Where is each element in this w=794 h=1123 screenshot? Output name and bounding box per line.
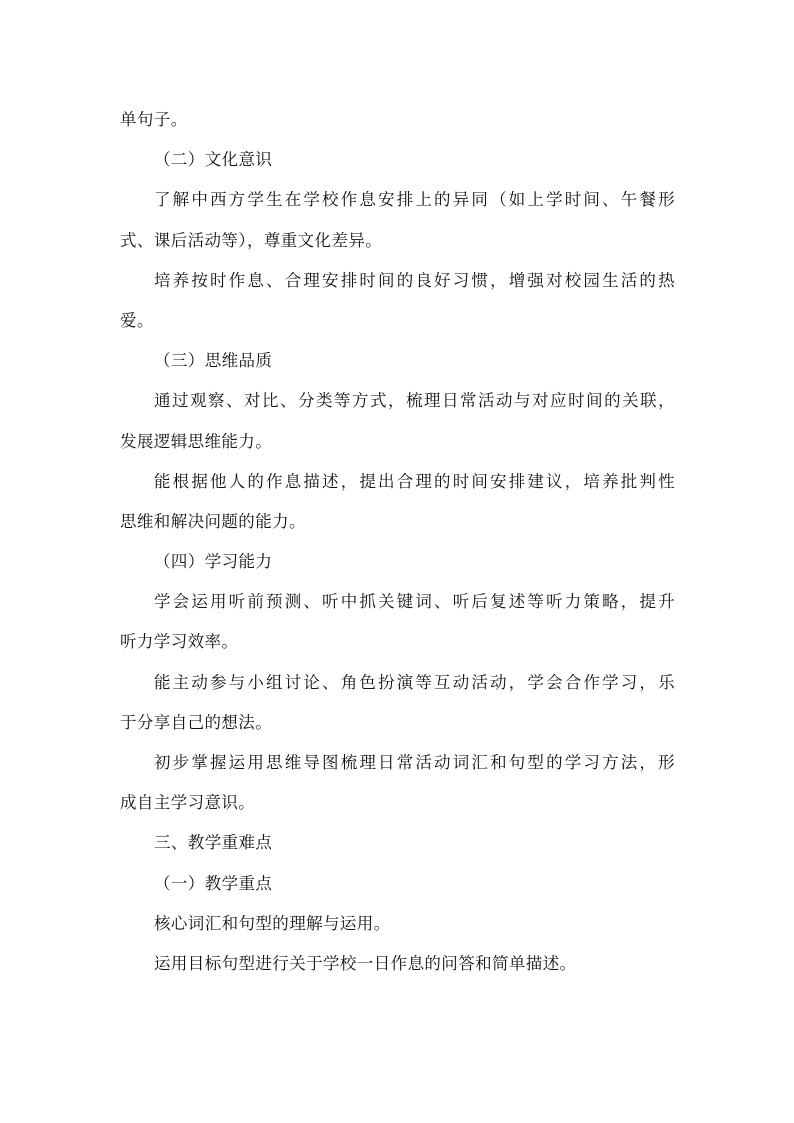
- text-line: 了解中西方学生在学校作息安排上的异同（如上学时间、午餐形: [154, 190, 675, 210]
- text-line: 听力学习效率。: [120, 632, 239, 652]
- text-line: 学会运用听前预测、听中抓关键词、听后复述等听力策略，提升: [154, 592, 675, 612]
- text-line: 通过观察、对比、分类等方式，梳理日常活动与对应时间的关联，: [154, 391, 675, 411]
- text-line: 初步掌握运用思维导图梳理日常活动词汇和句型的学习方法，形: [154, 753, 675, 772]
- text-line: 思维和解决问题的能力。: [120, 511, 306, 531]
- section-heading: （一）教学重点: [154, 873, 273, 893]
- text-line: 成自主学习意识。: [120, 793, 256, 813]
- section-heading: （四）学习能力: [154, 552, 273, 572]
- section-heading: （三）思维品质: [154, 351, 273, 371]
- text-line: 爱。: [120, 310, 154, 330]
- text-line: 单句子。: [120, 110, 188, 129]
- text-line: 于分享自己的想法。: [120, 712, 273, 732]
- text-line: 核心词汇和句型的理解与运用。: [154, 913, 391, 933]
- text-line: 能根据他人的作息描述，提出合理的时间安排建议，培养批判性: [154, 471, 675, 491]
- text-line: 式、课后活动等），尊重文化差异。: [120, 230, 383, 250]
- text-line: 发展逻辑思维能力。: [120, 431, 273, 451]
- text-line: 培养按时作息、合理安排时间的良好习惯，增强对校园生活的热: [154, 270, 675, 290]
- text-line: 能主动参与小组讨论、角色扮演等互动活动，学会合作学习，乐: [154, 672, 675, 692]
- section-heading: （二）文化意识: [154, 150, 273, 170]
- text-line: 运用目标句型进行关于学校一日作息的问答和简单描述。: [154, 953, 577, 973]
- document-body: [120, 100, 675, 984]
- chapter-heading: 三、教学重难点: [154, 833, 273, 853]
